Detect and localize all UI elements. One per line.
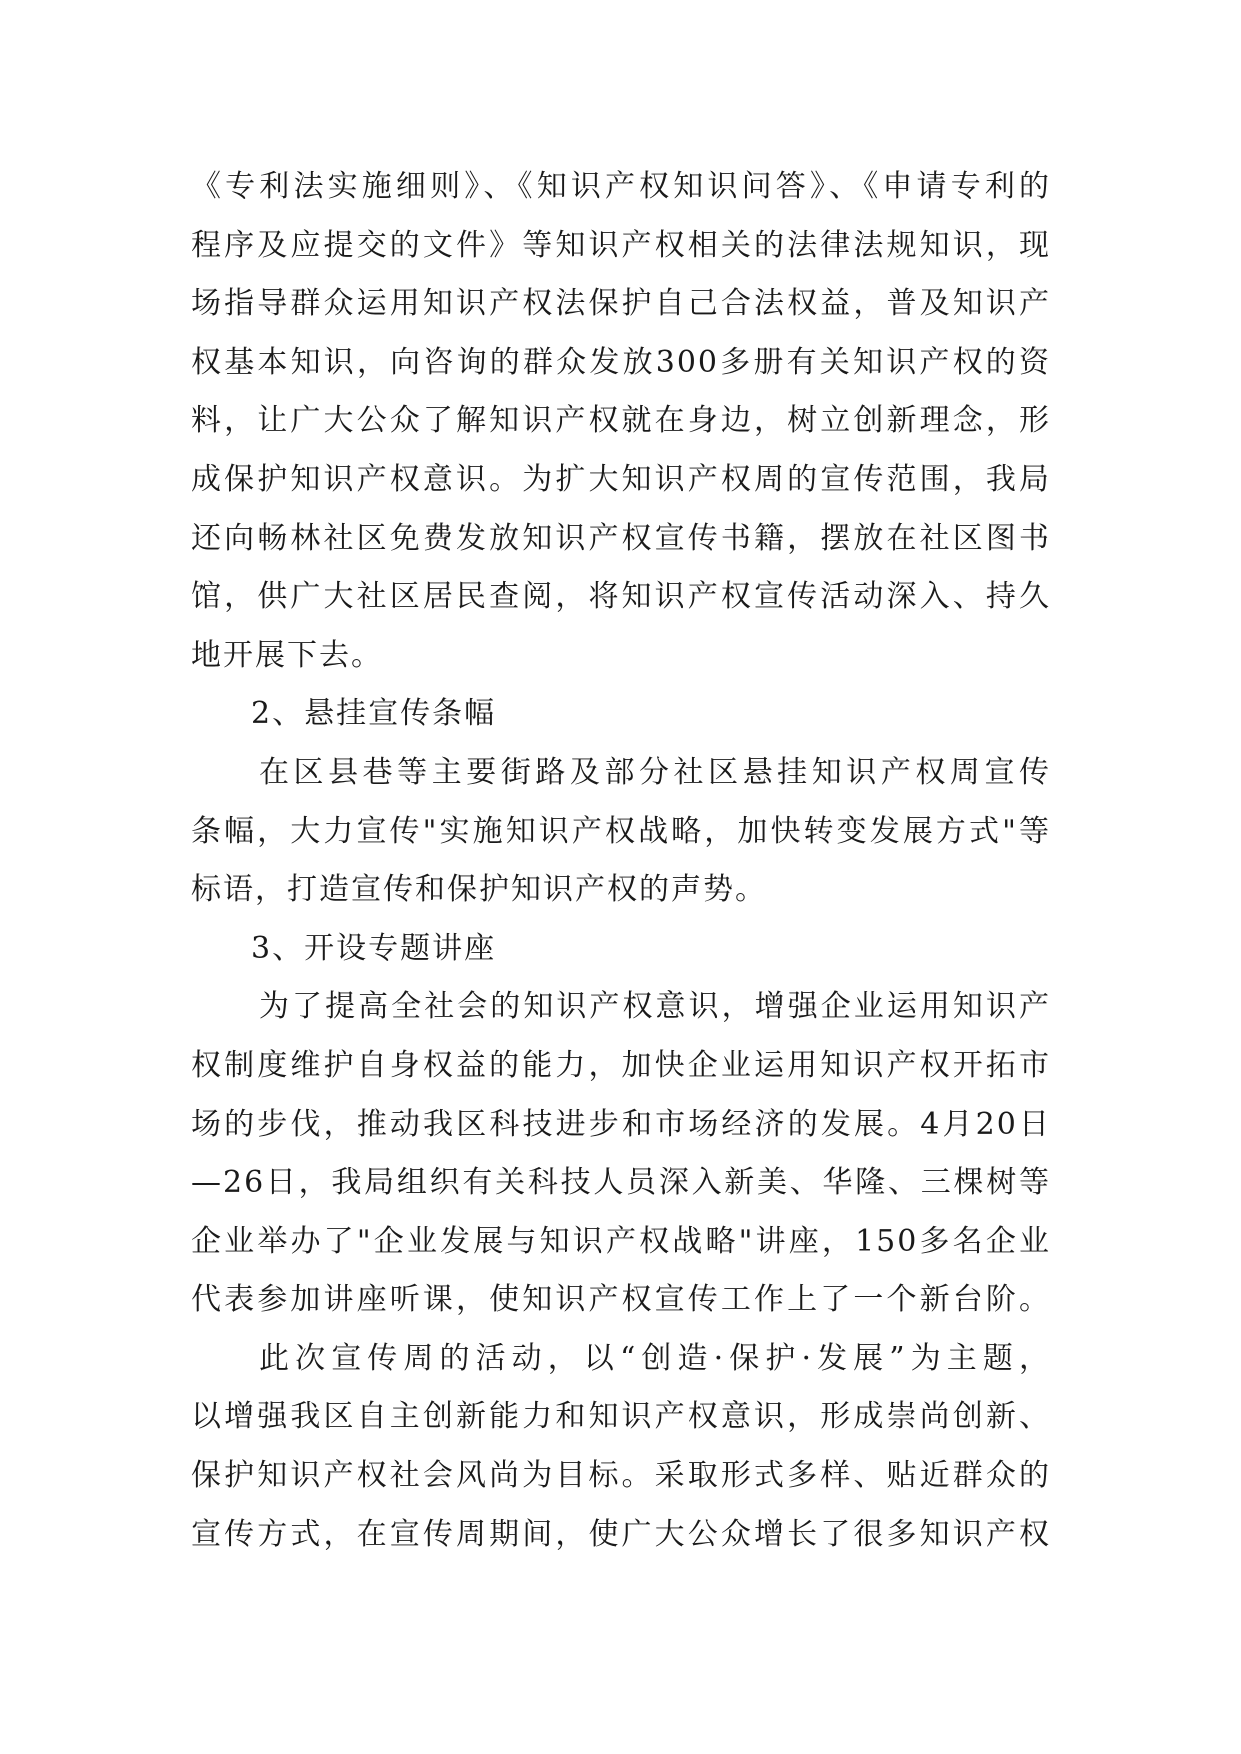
- paragraph-summary: [191, 1330, 1051, 1564]
- text-line: 还向畅林社区免费发放知识产权宣传书籍，摆放在社区图书: [191, 520, 1051, 556]
- text-line: 标语，打造宣传和保护知识产权的声势。: [191, 872, 767, 908]
- text-line: 保护知识产权社会风尚为目标。采取形式多样、贴近群众的: [191, 1458, 1051, 1494]
- paragraph-banners: [191, 744, 1051, 920]
- paragraph-continued: [191, 158, 1051, 685]
- text-line: 企业举办了"企业发展与知识产权战略"讲座，150多名企业: [191, 1223, 1051, 1259]
- text-line: 场的步伐，推动我区科技进步和市场经济的发展。4月20日: [191, 1106, 1051, 1142]
- text-line: 程序及应提交的文件》等知识产权相关的法律法规知识，现: [191, 227, 1051, 263]
- text-line: 场指导群众运用知识产权法保护自己合法权益，普及知识产: [191, 286, 1051, 322]
- text-line: 《专利法实施细则》、《知识产权知识问答》、《申请专利的: [191, 169, 1051, 204]
- text-line: —26日，我局组织有关科技人员深入新美、华隆、三棵树等: [191, 1165, 1051, 1201]
- text-line: 以增强我区自主创新能力和知识产权意识，形成崇尚创新、: [191, 1399, 1051, 1435]
- text-line: 权基本知识，向咨询的群众发放300多册有关知识产权的资: [191, 344, 1051, 380]
- text-line: 料，让广大公众了解知识产权就在身边，树立创新理念，形: [191, 403, 1051, 439]
- text-line: 宣传方式，在宣传周期间，使广大公众增长了很多知识产权: [191, 1516, 1051, 1552]
- text-line: 为了提高全社会的知识产权意识，增强企业运用知识产: [259, 989, 1051, 1025]
- paragraph-lectures: [191, 978, 1051, 1330]
- section-heading-banners: 2、悬挂宣传条幅: [251, 696, 497, 732]
- text-line: 代表参加讲座听课，使知识产权宣传工作上了一个新台阶。: [191, 1282, 1051, 1318]
- text-line: 此次宣传周的活动，以“创造·保护·发展”为主题，: [259, 1340, 1051, 1376]
- document-body: [191, 158, 1051, 1564]
- section-heading-lectures: 3、开设专题讲座: [251, 930, 497, 966]
- text-line: 成保护知识产权意识。为扩大知识产权周的宣传范围，我局: [191, 461, 1051, 497]
- text-line: 条幅，大力宣传"实施知识产权战略，加快转变发展方式"等: [191, 813, 1051, 849]
- text-line: 权制度维护自身权益的能力，加快企业运用知识产权开拓市: [191, 1047, 1051, 1083]
- text-line: 馆，供广大社区居民查阅，将知识产权宣传活动深入、持久: [191, 579, 1051, 615]
- text-line: 在区县巷等主要街路及部分社区悬挂知识产权周宣传: [259, 754, 1051, 790]
- text-line: 地开展下去。: [191, 637, 383, 673]
